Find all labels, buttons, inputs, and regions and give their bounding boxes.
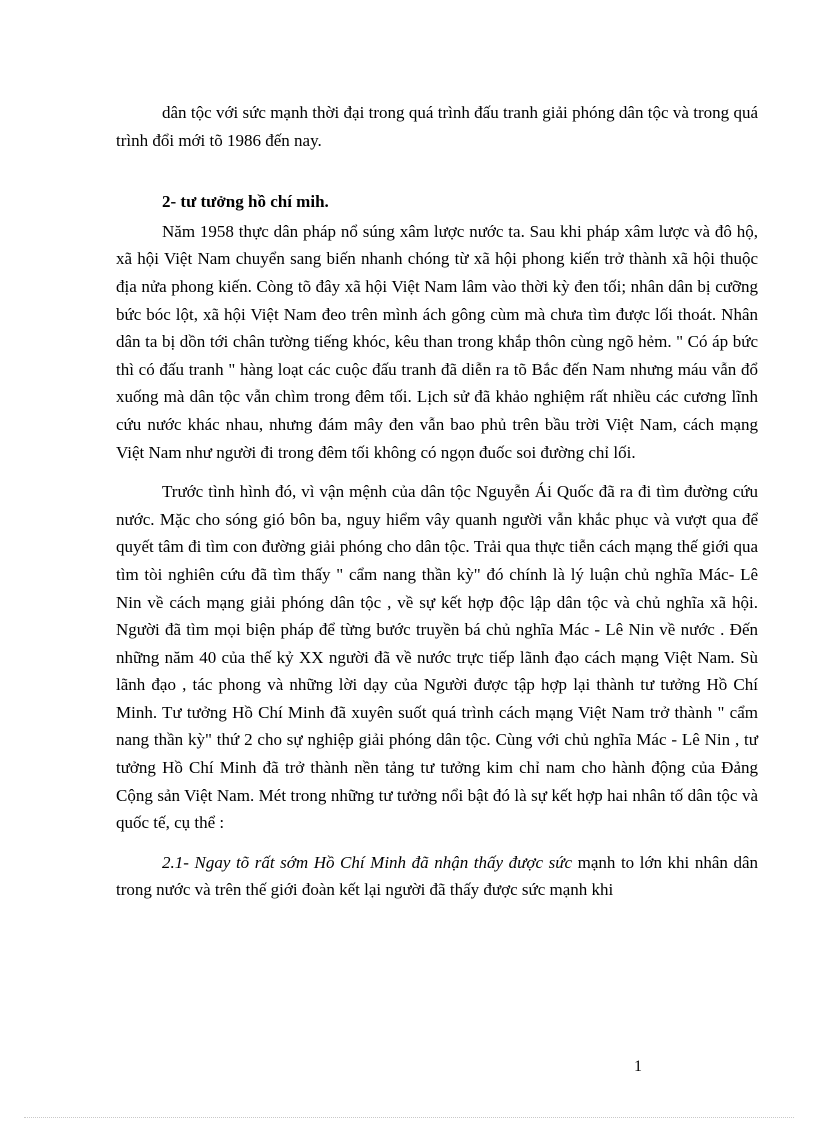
paragraph-2-1 [116,849,758,904]
paragraph-2-1-italic-lead: 2.1- Ngay tõ rất sớm Hồ Chí Minh đã nhận thấy được sức [162,852,573,872]
opening-paragraph: dân tộc với sức mạnh thời đại trong quá trình đấu tranh giải phóng dân tộc và trong quá trình đổi mới tõ 1986 đến nay. [116,103,758,150]
document-body [116,99,758,904]
page-bottom-divider [24,1117,794,1118]
paragraph-colonial-history: Năm 1958 thực dân pháp nổ súng xâm lược nước ta. Sau khi pháp xâm lược và đô hộ, xã hội Việt Nam chuyển sang biến nhanh chóng từ xã hội phong kiến trở thành xã hội thuộc địa nửa phong kiến. Còng tõ đây xã hội Việt Nam lâm vào thời kỳ đen tối; nhân dân bị cưỡng bức bóc lột, xã hội Việt Nam đeo trên mình ách gông cùm mà chưa tìm được lối thoát. Nhân dân ta bị dồn tới chân tường tiếng khóc, kêu than trong khắp thôn cùng ngõ hẻm. " Có áp bức thì có đấu tranh " hàng loạt các cuộc đấu tranh đã diễn ra tõ Bắc đến Nam nhưng máu vẫn đổ xuống mà dân tộc vẫn chìm trong đêm tối. Lịch sử đã khảo nghiệm rất nhiều các cương lĩnh cứu nước khác nhau, nhưng đám mây đen vẫn bao phủ trên bầu trời Việt Nam, cách mạng Việt Nam như người đi trong đêm tối không có ngọn đuốc soi đường chỉ lối. [116,221,758,462]
paragraph-2-1-text: mạnh to lớn khi nhân dân trong nước và trên thế giới đoàn kết lại người đã thấy được sức mạnh khi [116,852,758,900]
section-heading: 2- tư tưởng hồ chí mih. [162,192,329,212]
page-number: 1 [634,1058,642,1075]
paragraph-nguyen-ai-quoc: Trước tình hình đó, vì vận mệnh của dân tộc Nguyễn Ái Quốc đã ra đi tìm đường cứu nước. Mặc cho sóng gió bôn ba, nguy hiểm vây quanh người vẫn khắc phục và vượt qua để quyết tâm đi tìm con đường giải phóng cho dân tộc. Trải qua thực tiễn cách mạng thế giới qua tìm tòi nghiên cứu đã tìm thấy " cẩm nang thần kỳ" đó chính là lý luận chủ nghĩa Mác- Lê Nin về cách mạng giải phóng dân tộc , về sự kết hợp độc lập dân tộc và chủ nghĩa xã hội. Người đã tìm mọi biện pháp để từng bước truyền bá chủ nghĩa Mác - Lê Nin về nước . Đến những năm 40 của thế kỷ XX người đã về nước trực tiếp lãnh đạo cách mạng Việt Nam. Sù lãnh đạo , tác phong và những lời dạy của Người được tập hợp lại thành tư tưởng Hồ Chí Minh. Tư tưởng Hồ Chí Minh đã xuyên suốt quá trình cách mạng Việt Nam trở thành " cẩm nang thần kỳ" thứ 2 cho sự nghiệp giải phóng dân tộc. Cùng với chủ nghĩa Mác - Lê Nin , tư tưởng Hồ Chí Minh đã trở thành nền tảng tư tưởng kim chỉ nam cho hành động của Đảng Cộng sản Việt Nam. Mét trong những tư tưởng nổi bật đó là sự kết hợp hai nhân tố dân tộc và quốc tế, cụ thể : [116,482,758,833]
